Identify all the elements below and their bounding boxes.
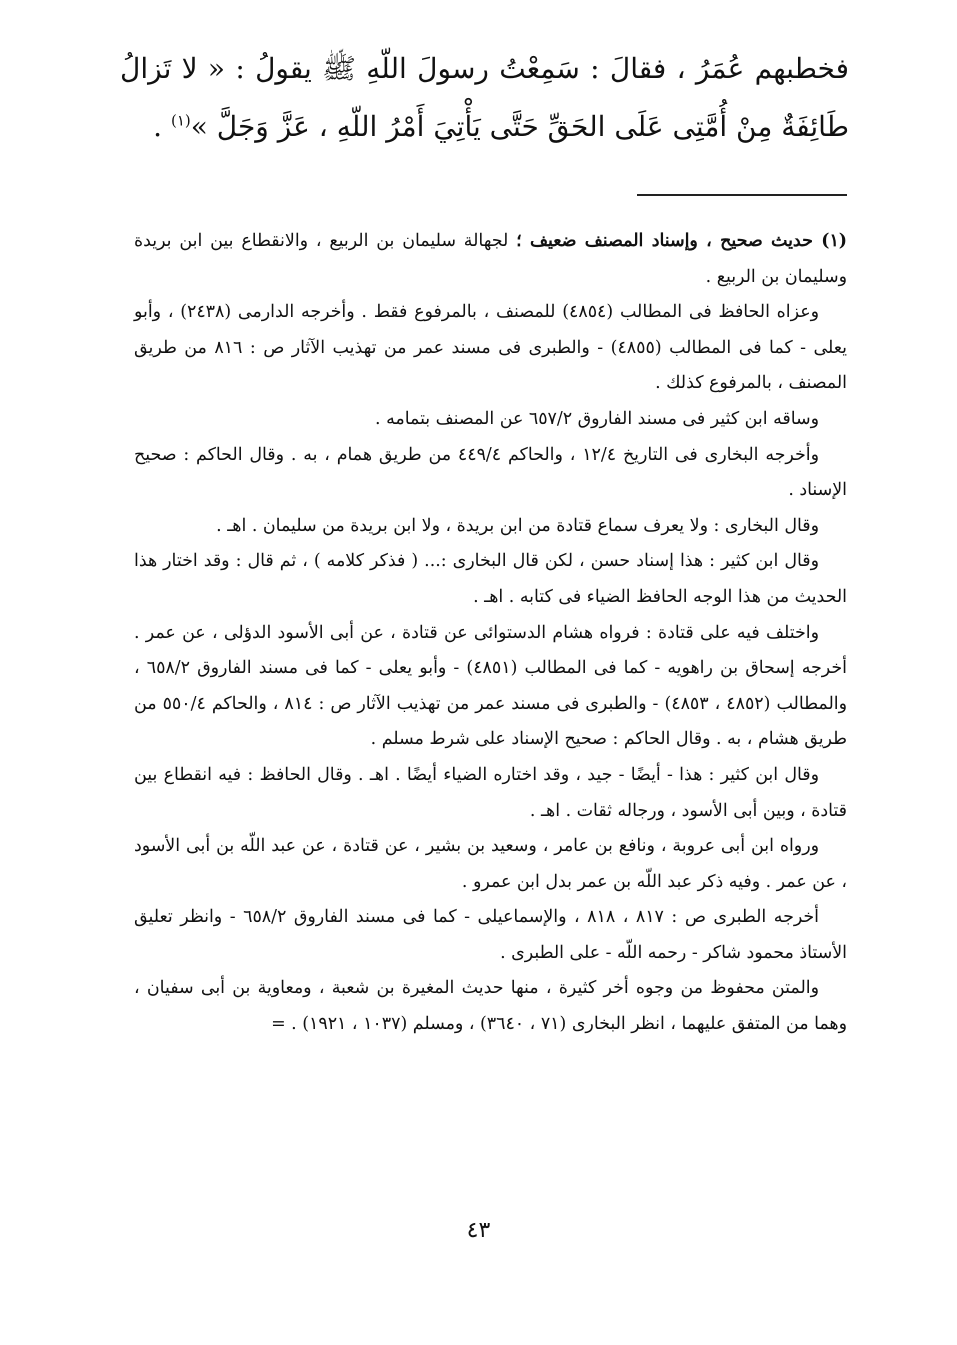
main-text	[120, 40, 849, 156]
footnote-paragraph: واختلف فيه على قتادة : فرواه هشام الدستوائى عن قتادة ، عن أبى الأسود الدؤلى ، عن عمر . أخرجه إسحاق بن راهويه - كما فى المطالب (٤٨٥١) - وأبو يعلى - كما فى مسند الفاروق ٦٥٨/٢ ، والمطالب (٤٨٥٢ ، ٤٨٥٣) - والطبرى فى مسند عمر من تهذيب الآثار ص : ٨١٤ ، والحاكم ٥٥٠/٤ من طريق هشام ، به . وقال الحاكم : صحيح الإسناد على شرط مسلم .	[134, 622, 847, 750]
footnote-paragraph: وقال البخارى : ولا يعرف سماع قتادة من ابن بريدة ، ولا ابن بريدة من سليمان . اهـ .	[216, 515, 819, 536]
footnotes	[134, 224, 847, 1043]
footnote-paragraph: وقال ابن كثير : هذا - أيضًا - جيد ، وقد اختاره الضياء أيضًا . اهـ . وقال الحافظ : فيه انقطاع بين قتادة ، وبين أبى الأسود ، ورجاله ثقات . اهـ .	[134, 764, 847, 821]
footnote-paragraph: وقال ابن كثير : هذا إسناد حسن ، لكن قال البخارى :... ( فذكر كلامه ) ، ثم قال : وقد اختار هذا الحديث من هذا الوجه الحافظ الضياء فى كتابه . اهـ .	[134, 551, 847, 607]
main-text-body: فخطبهم عُمَرُ ، فقالَ : سَمِعْتُ رسولَ اللّهِ ﷺ يقولُ : « لا تَزالُ طَائِفَةٌ مِنْ أُمَّتِى عَلَى الحَقِّ حَتَّى يَأْتِيَ أَمْرُ اللّهِ ، عَزَّ وَجَلَّ »	[120, 52, 849, 143]
footnote-separator	[637, 194, 847, 196]
footnote-paragraph: أخرجه الطبرى ص : ٨١٧ ، ٨١٨ ، والإسماعيلى - كما فى مسند الفاروق ٦٥٨/٢ - وانظر تعليق الأستاذ محمود شاكر - رحمه اللّه - على الطبرى .	[134, 907, 847, 963]
footnote-marker: (١)	[170, 111, 191, 130]
main-text-end: .	[153, 110, 171, 143]
footnote-paragraph: ورواه ابن أبى عروبة ، ونافع بن عامر ، وسعيد بن بشير ، عن قتادة ، عن عبد اللّه بن أبى الأسود ، عن عمر . وفيه ذكر عبد اللّه بن عمر بدل ابن عمرو .	[134, 836, 847, 892]
footnote-paragraph: وأخرجه البخارى فى التاريخ ١٢/٤ ، والحاكم ٤٤٩/٤ من طريق همام ، به . وقال الحاكم : صحيح الإسناد .	[134, 444, 847, 501]
page-number: ٤٣	[466, 1218, 491, 1243]
footnote-paragraph: وعزاه الحافظ فى المطالب (٤٨٥٤) للمصنف ، بالمرفوع فقط . وأخرجه الدارمى (٢٤٣٨) ، وأبو يعلى - كما فى المطالب (٤٨٥٥) - والطبرى فى مسند عمر من تهذيب الآثار ص : ٨١٦ من طريق المصنف ، بالمرفوع كذلك .	[134, 302, 848, 394]
footnote-first-rest: لجهالة سليمان بن الربيع ، والانقطاع بين ابن بريدة وسليمان بن الربيع .	[134, 231, 847, 287]
footnote-lead: (١) حديث صحيح ، وإسناد المصنف ضعيف ؛	[516, 231, 848, 251]
footnote-paragraph: والمتن محفوظ من وجوه أخر كثيرة ، منها حديث المغيرة بن شعبة ، ومعاوية بن أبى سفيان ، وهما من المتفق عليهما ، انظر البخارى (٧١ ، ٣٦٤٠) ، ومسلم (١٠٣٧ ، ١٩٢١) . =	[134, 978, 847, 1035]
footnote-paragraph: وساقه ابن كثير فى مسند الفاروق ٦٥٧/٢ عن المصنف بتمامه .	[375, 408, 819, 429]
footnote-1	[134, 224, 847, 295]
